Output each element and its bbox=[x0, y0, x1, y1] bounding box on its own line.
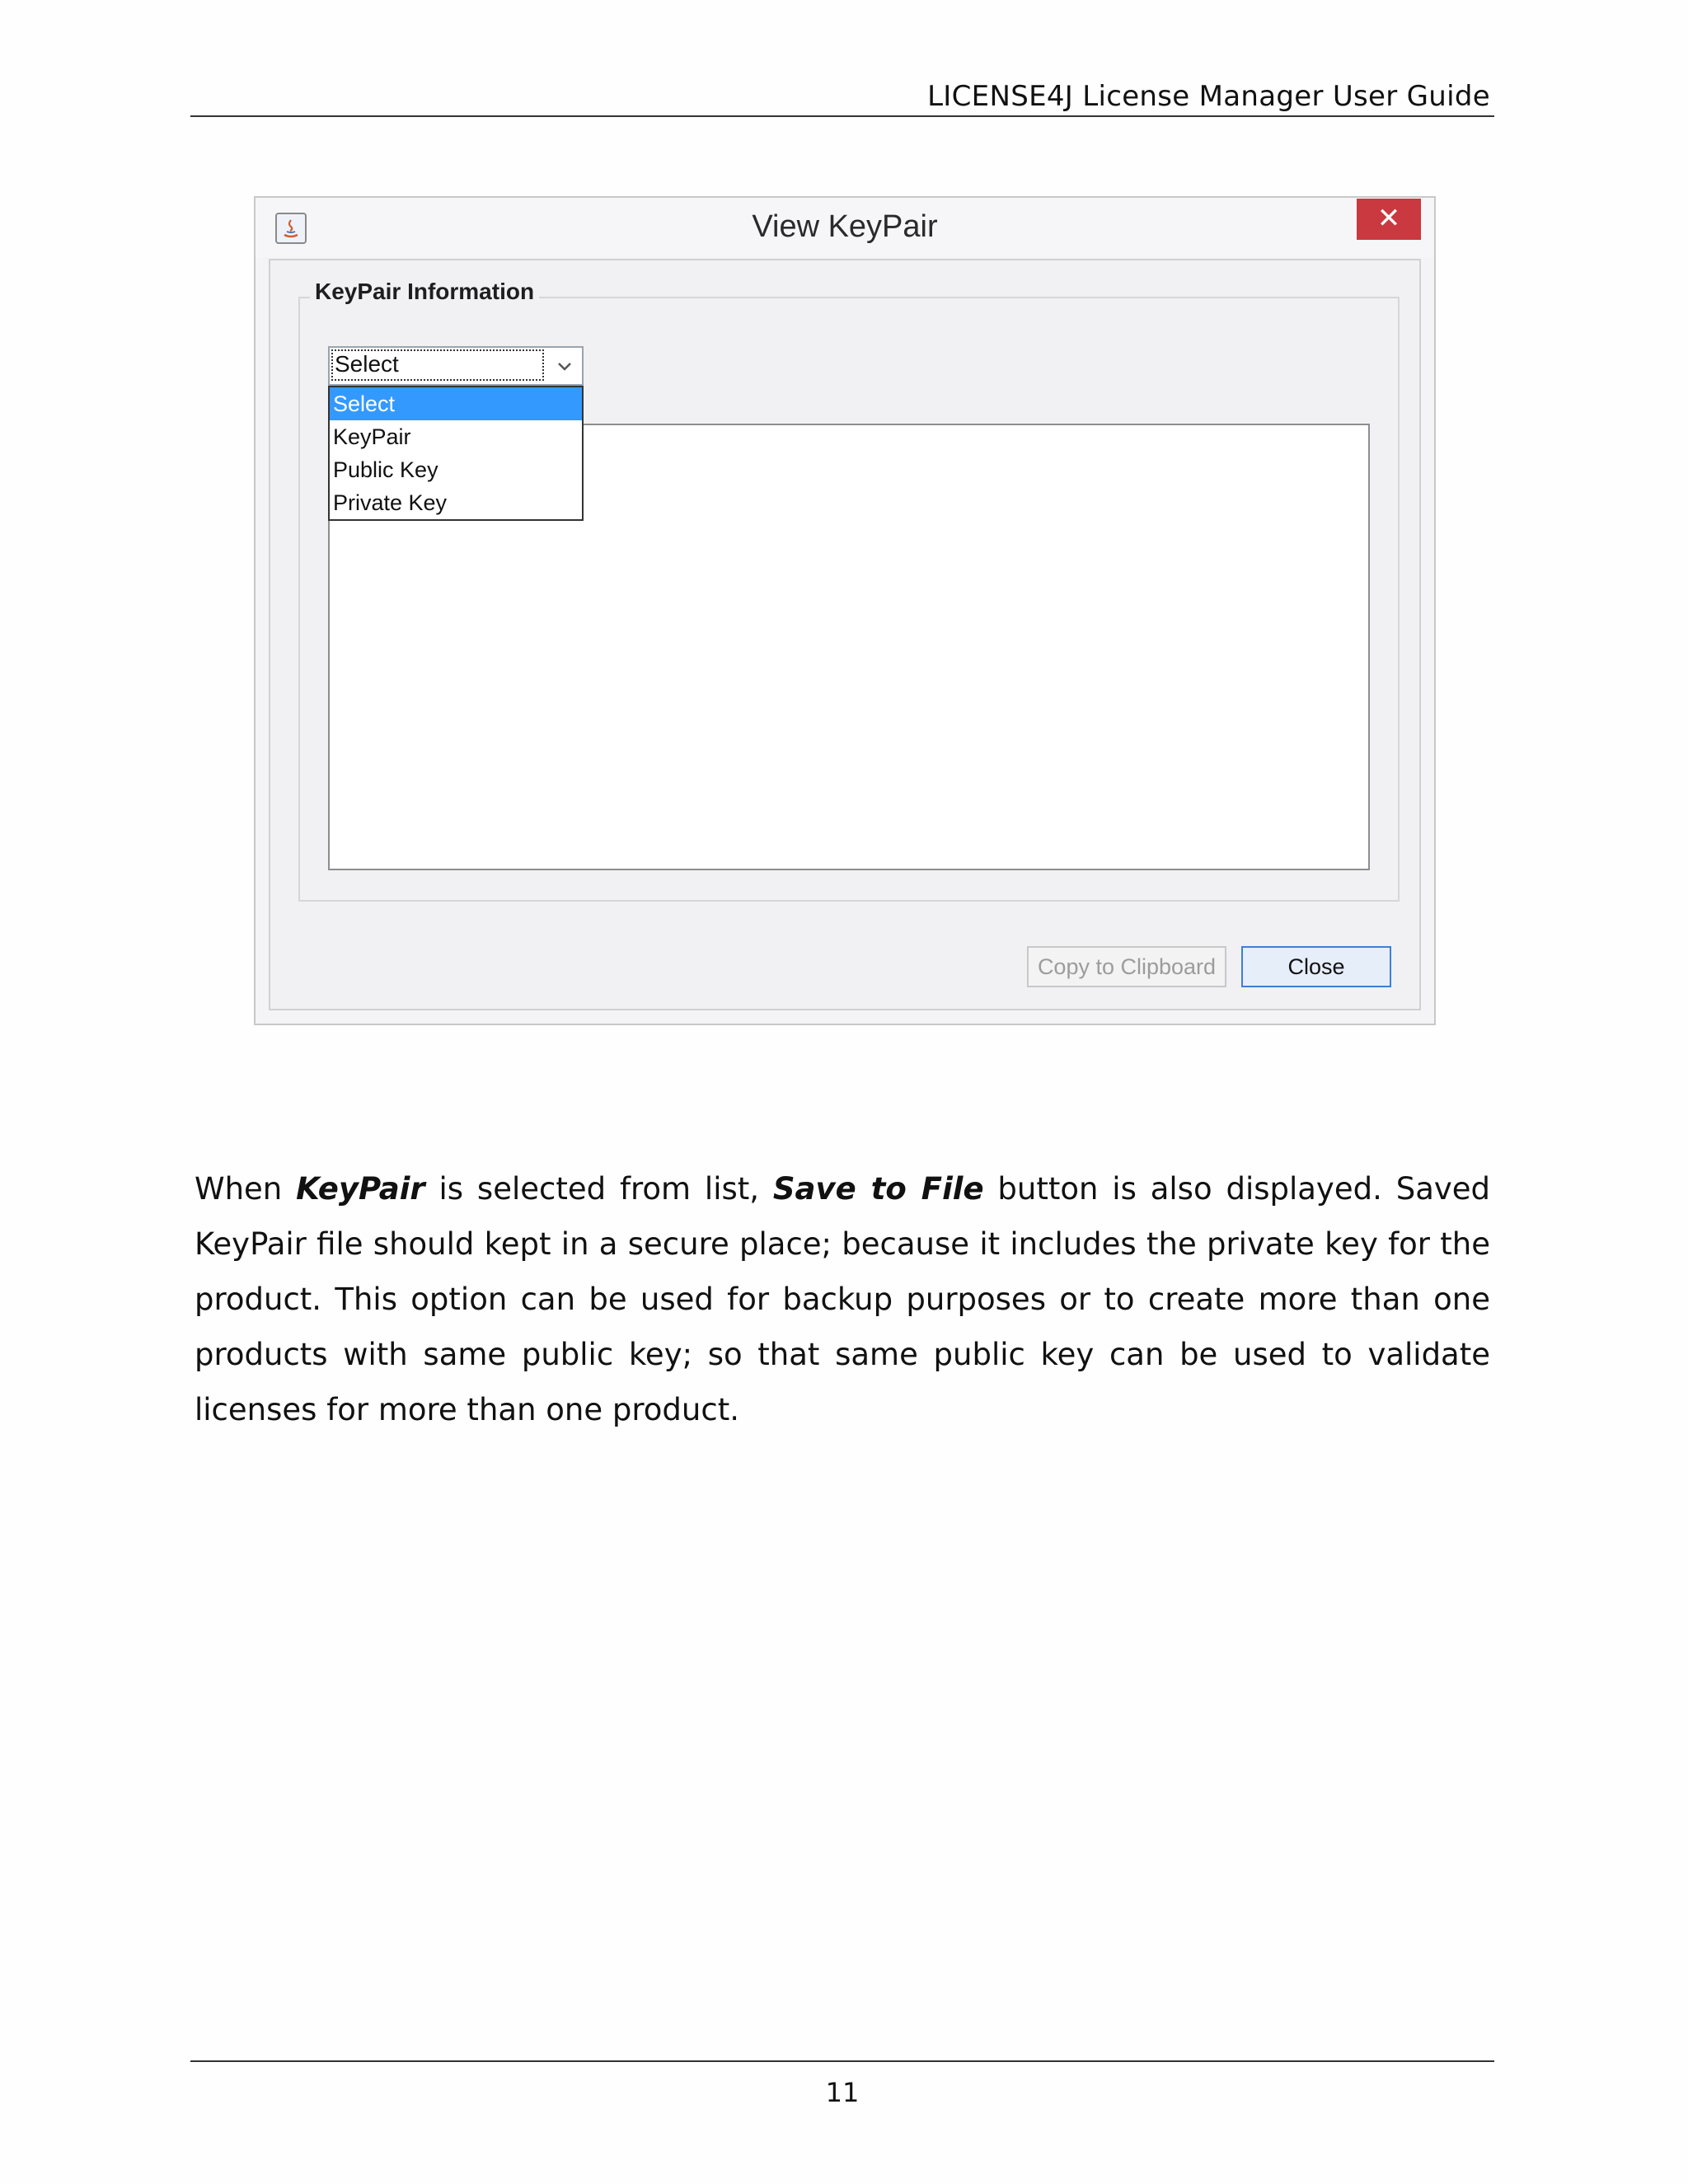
dialog-titlebar bbox=[256, 198, 1434, 257]
chevron-down-icon[interactable] bbox=[552, 354, 577, 379]
close-button[interactable]: Close bbox=[1241, 946, 1391, 987]
option-private-key[interactable]: Private Key bbox=[333, 490, 448, 515]
para-text-2: is selected from list, bbox=[424, 1171, 773, 1207]
dialog-title: View KeyPair bbox=[752, 209, 938, 244]
keypair-type-select[interactable] bbox=[328, 346, 584, 386]
page-number: 11 bbox=[825, 2077, 860, 2108]
para-text-1: When bbox=[195, 1171, 297, 1207]
page-footer bbox=[190, 2060, 1494, 2108]
view-keypair-dialog bbox=[254, 196, 1436, 1025]
copy-to-clipboard-button[interactable]: Copy to Clipboard bbox=[1027, 946, 1226, 987]
document-title: LICENSE4J License Manager User Guide bbox=[927, 80, 1490, 113]
option-keypair[interactable]: KeyPair bbox=[333, 424, 411, 449]
para-bold-save-to-file: Save to File bbox=[772, 1171, 984, 1207]
page-header bbox=[190, 78, 1494, 117]
option-select[interactable]: Select bbox=[330, 387, 582, 420]
para-bold-keypair: KeyPair bbox=[296, 1171, 425, 1207]
group-title: KeyPair Information bbox=[310, 279, 539, 305]
close-icon[interactable]: ✕ bbox=[1357, 199, 1421, 240]
dialog-body bbox=[269, 259, 1421, 1010]
select-value: Select bbox=[331, 349, 544, 381]
select-dropdown-list bbox=[328, 386, 584, 521]
body-paragraph bbox=[195, 1161, 1490, 1437]
option-public-key[interactable]: Public Key bbox=[333, 457, 438, 482]
para-text-3: button is also displayed. Saved KeyPair file should kept in a secure place; because it includes the private key for the product. This option can be used for backup purposes or to create more than one products with same public key; so that same public key can be used to validate licenses for more than one product. bbox=[195, 1171, 1491, 1427]
keypair-information-group bbox=[298, 279, 1400, 902]
